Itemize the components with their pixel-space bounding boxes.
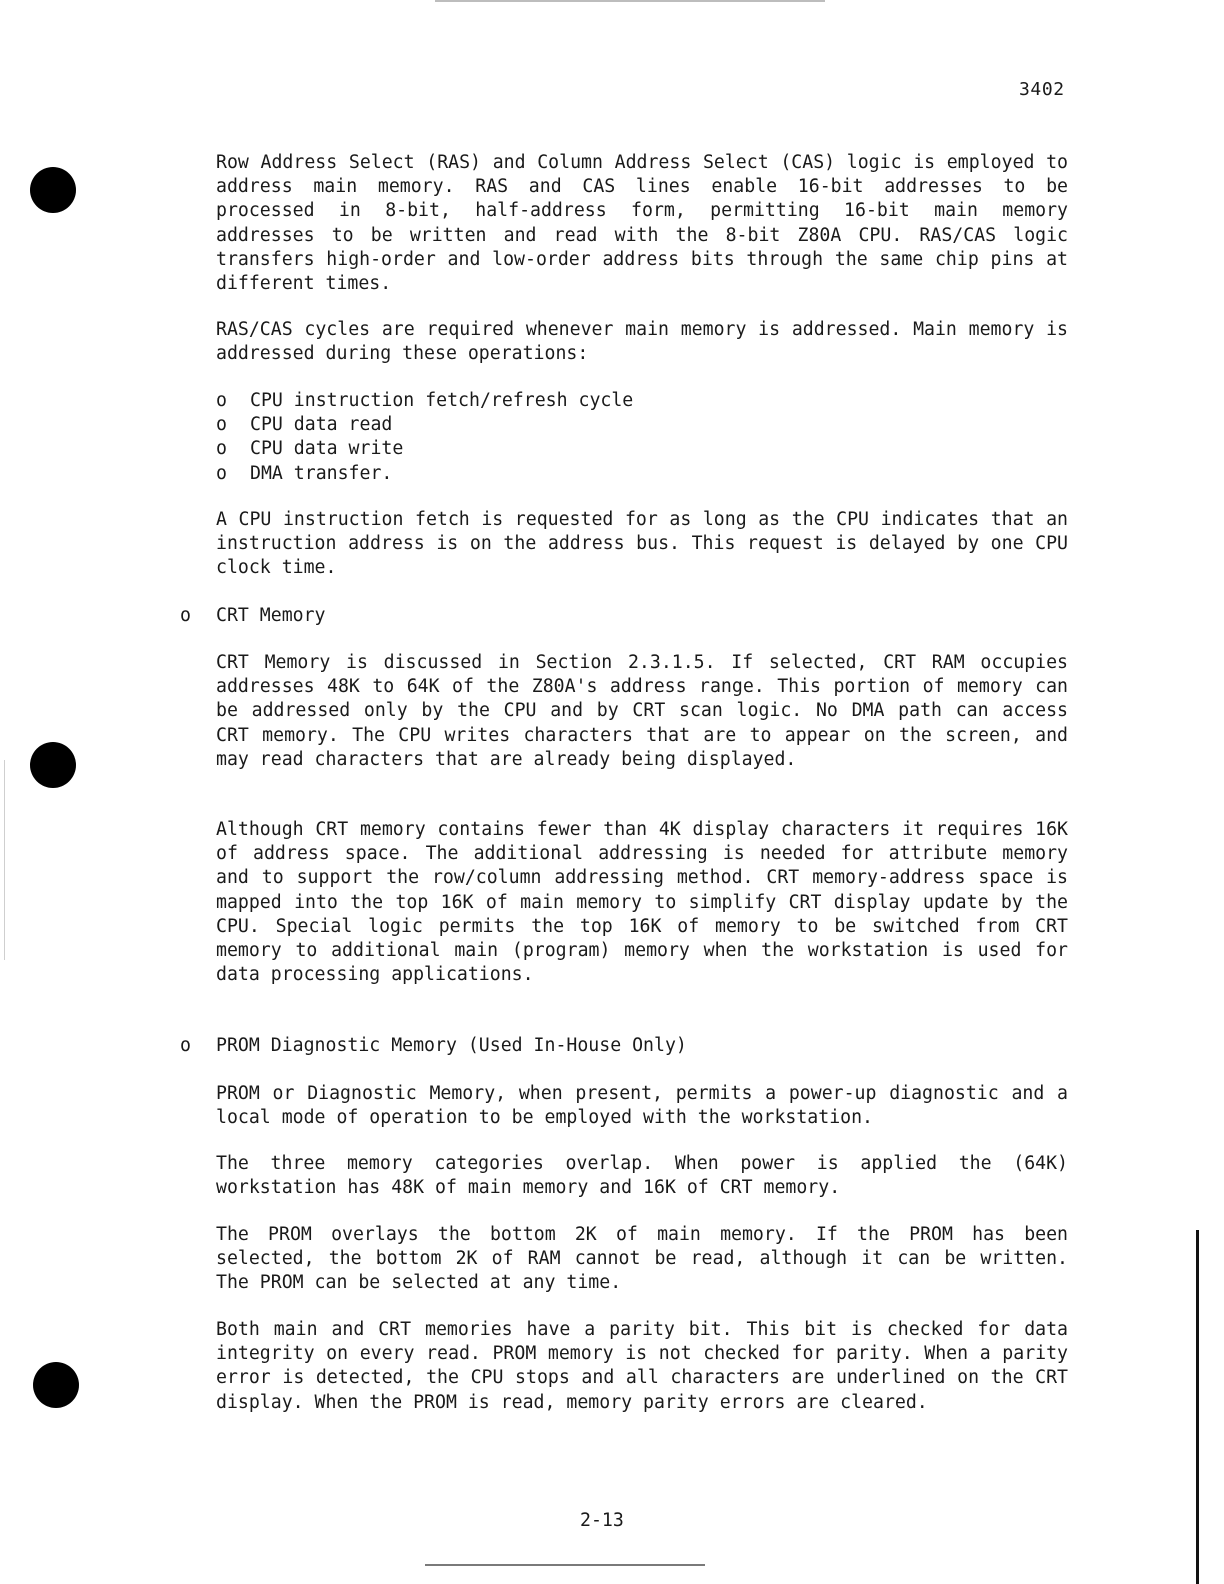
prom-memory-heading xyxy=(180,1034,687,1058)
ras-cas-intro-paragraph: Row Address Select (RAS) and Column Address Select (CAS) logic is employed to address main memory. RAS and CAS lines enable 16-bit addresses to be processed in 8-bit, half-address form, permitting 16-bit main memory addresses to be written and read with the 8-bit Z80A CPU. RAS/CAS logic transfers high-order and low-order address bits through the same chip pins at different times. xyxy=(216,152,1068,295)
crt-memory-paragraph-2: Although CRT memory contains fewer than 4K display characters it requires 16K of address space. The additional addressing is needed for attribute memory and to support the row/column addressing method. CRT memory-address space is mapped into the top 16K of main memory to simplify CRT display update by the CPU. Special logic permits the top 16K of memory to be switched from CRT memory to additional main (program) memory when the workstation is used for data processing applications. xyxy=(216,819,1068,986)
bullet-mark: o xyxy=(216,462,227,484)
left-scan-artifact xyxy=(4,760,5,960)
prom-overlay-paragraph: The PROM overlays the bottom 2K of main memory. If the PROM has been selected, the bottom 2K of RAM cannot be read, although it can be written. The PROM can be selected at any time. xyxy=(216,1224,1068,1294)
punch-hole-top xyxy=(30,167,76,213)
page-number: 2-13 xyxy=(580,1510,624,1531)
list-item-text: CPU data write xyxy=(250,438,404,460)
right-scan-edge xyxy=(1196,1230,1199,1584)
punch-hole-bottom xyxy=(33,1362,79,1408)
bottom-scan-rule xyxy=(425,1564,705,1566)
punch-hole-middle xyxy=(30,742,76,788)
crt-memory-paragraph-1: CRT Memory is discussed in Section 2.3.1.5. If selected, CRT RAM occupies addresses 48K to 64K of the Z80A's address range. This portion of memory can be addressed only by the CPU and by CRT scan logic. No DMA path can access CRT memory. The CPU writes characters that are to appear on the screen, and may read characters that are already being displayed. xyxy=(216,652,1068,770)
memory-operations-list xyxy=(216,389,816,486)
crt-memory-heading xyxy=(180,604,326,628)
bullet-mark: o xyxy=(216,438,227,460)
list-item-text: DMA transfer. xyxy=(250,462,393,484)
document-number: 3402 xyxy=(1019,79,1065,100)
instruction-fetch-paragraph: A CPU instruction fetch is requested for as long as the CPU indicates that an instruction address is on the address bus. This request is delayed by one CPU clock time. xyxy=(216,509,1068,579)
list-item xyxy=(216,389,816,413)
memory-overlap-paragraph: The three memory categories overlap. When power is applied the (64K) workstation has 48K of main memory and 16K of CRT memory. xyxy=(216,1153,1068,1199)
bullet-mark: o xyxy=(216,414,227,436)
list-item-text: CPU data read xyxy=(250,414,393,436)
bullet-mark: o xyxy=(180,1035,191,1056)
section-heading-text: CRT Memory xyxy=(216,605,326,626)
list-item-text: CPU instruction fetch/refresh cycle xyxy=(250,390,634,411)
list-item xyxy=(216,413,816,437)
ras-cas-cycles-paragraph: RAS/CAS cycles are required whenever main memory is addressed. Main memory is addressed during these operations: xyxy=(216,319,1068,365)
list-item xyxy=(216,437,816,461)
list-item xyxy=(216,462,816,486)
parity-paragraph: Both main and CRT memories have a parity bit. This bit is checked for data integrity on every read. PROM memory is not checked for parity. When a parity error is detected, the CPU stops and all characters are underlined on the CRT display. When the PROM is read, memory parity errors are cleared. xyxy=(216,1319,1068,1413)
top-scan-rule xyxy=(435,0,825,2)
prom-memory-paragraph-1: PROM or Diagnostic Memory, when present, permits a power-up diagnostic and a local mode of operation to be employed with the workstation. xyxy=(216,1083,1068,1129)
bullet-mark: o xyxy=(216,390,227,411)
section-heading-text: PROM Diagnostic Memory (Used In-House Only) xyxy=(216,1035,687,1056)
bullet-mark: o xyxy=(180,605,191,626)
